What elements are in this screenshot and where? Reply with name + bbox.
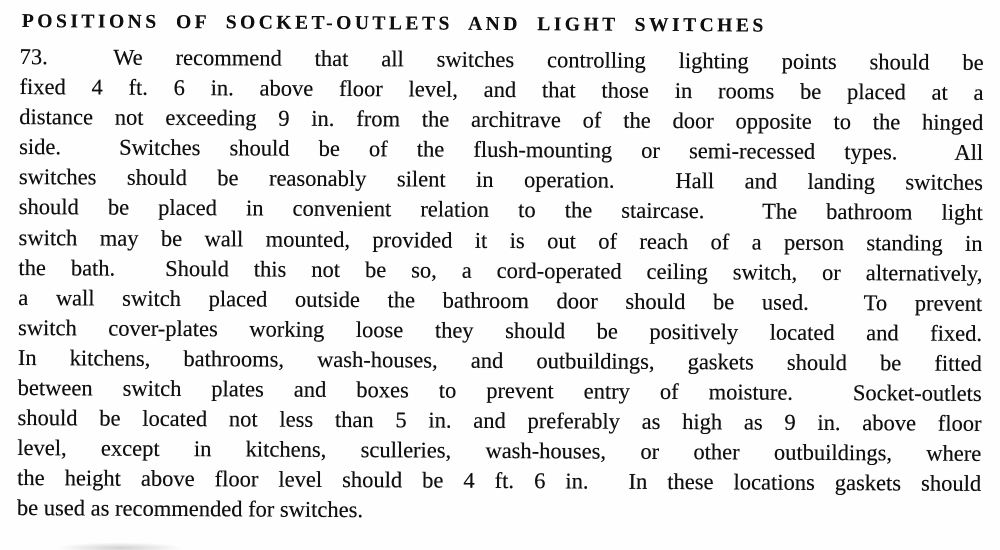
section-heading: POSITIONS OF SOCKET-OUTLETS AND LIGHT SWITCHES [21,11,767,37]
text-line: switch may be wall mounted, provided it is out of reach of a person standing in [18,224,983,256]
text-line: 73. We recommend that all switches controlling lighting points should be [19,43,984,75]
text-line: should be located not less than 5 in. and preferably as high as 9 in. above floor [17,405,982,437]
paragraph-73 [17,42,984,529]
text-line: distance not exceeding 9 in. from the architrave of the door opposite to the hinged [19,104,984,136]
text-line: switch cover-plates working loose they should be positively located and fixed. [17,314,983,346]
text-line: a wall switch placed outside the bathroom door should be used. To prevent [18,284,983,316]
text-line: In kitchens, bathrooms, wash-houses, and outbuildings, gaskets should be fitted [17,344,982,376]
text-line: fixed 4 ft. 6 in. above floor level, and that those in rooms be placed at a [19,74,984,105]
text-line: should be placed in convenient relation to the staircase. The bathroom light [18,194,983,226]
text-line: between switch plates and boxes to prevent entry of moisture. Socket-outlets [17,375,982,406]
page-content [17,9,984,529]
text-line: the bath. Should this not be so, a cord-operated ceiling switch, or alternatively, [18,254,983,286]
text-line: side. Switches should be of the flush-mounting or semi-recessed types. All [19,134,984,166]
text-line: be used as recommended for switches. [16,495,364,523]
text-line: level, except in kitchens, sculleries, wash-houses, or other outbuildings, where [17,435,982,467]
text-line: the height above floor level should be 4 ft. 6 in. In these locations gaskets should [17,465,982,497]
text-line: switches should be reasonably silent in operation. Hall and landing switches [18,164,984,196]
